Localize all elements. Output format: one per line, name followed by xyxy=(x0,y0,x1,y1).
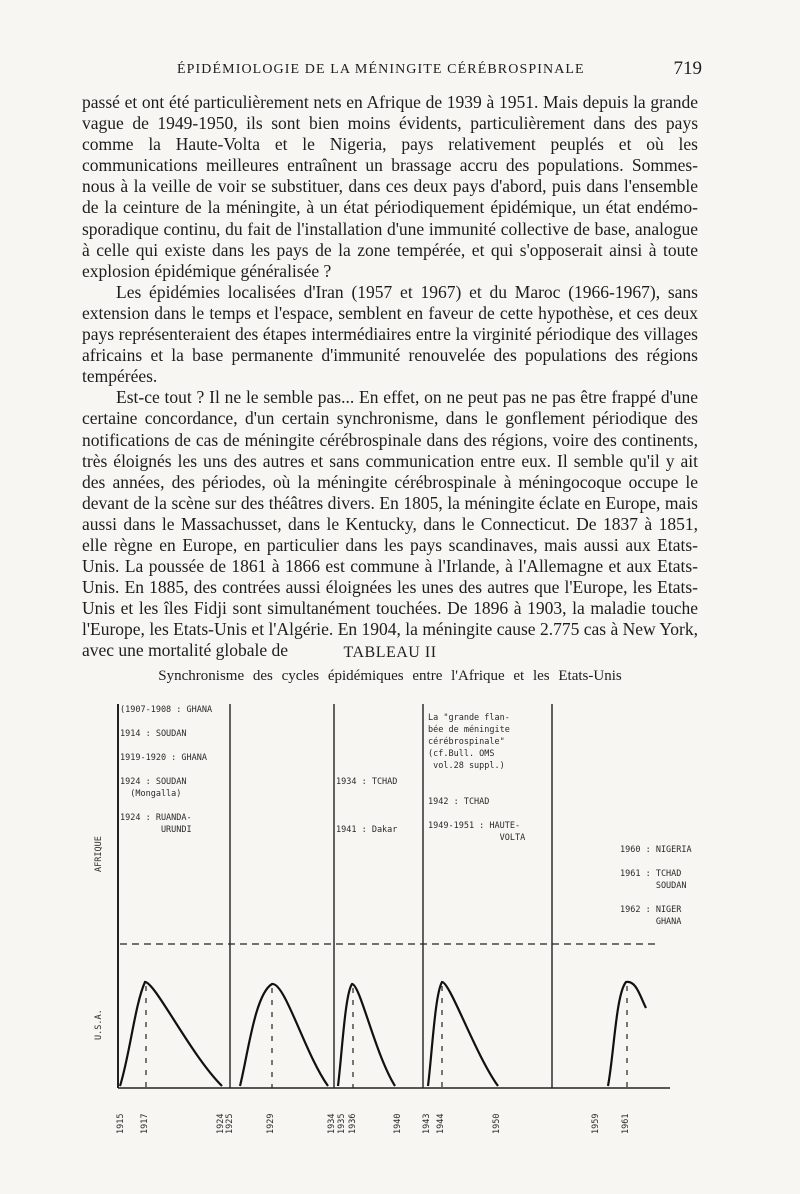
year-label-1924: 1924 xyxy=(216,1113,226,1134)
year-label-1959: 1959 xyxy=(591,1113,601,1134)
year-label-1925: 1925 xyxy=(225,1113,235,1134)
table-title: TABLEAU II xyxy=(343,644,437,661)
africa-note-period-2: 1934 : TCHAD 1941 : Dakar xyxy=(336,777,398,835)
paragraph-2: Les épidémies localisées d'Iran (1957 et 1967) et du Maroc (1966-1967), sans extension dans le temps et l'espace, semblent en faveur de cette hypothèse, et ces deux pays représenteraient des étapes intermédiaires entre la virginité périodique des villages africains et la base permanente d'immunité renouvelée des populations des régions tempérées. xyxy=(82,281,698,387)
synchronism-figure xyxy=(80,694,700,1154)
year-label-1915: 1915 xyxy=(116,1113,126,1134)
africa-note-period-3: La "grande flan- bée de méningite cérébrospinale" (cf.Bull. OMS vol.28 suppl.) 1942 : TCHAD 1949-1951 : HAUTE- VOLTA xyxy=(428,713,526,843)
year-label-1961: 1961 xyxy=(621,1113,631,1134)
year-label-1929: 1929 xyxy=(266,1113,276,1134)
year-label-1943: 1943 xyxy=(422,1113,432,1134)
page-number: 719 xyxy=(673,58,702,79)
usa-curve-1944 xyxy=(428,982,498,1086)
year-label-1934: 1934 xyxy=(327,1113,337,1134)
running-title: ÉPIDÉMIOLOGIE DE LA MÉNINGITE CÉRÉBROSPINALE xyxy=(177,62,585,77)
year-label-1944: 1944 xyxy=(436,1113,446,1134)
year-label-1936: 1936 xyxy=(348,1113,358,1134)
paragraph-3: Est-ce tout ? Il ne le semble pas... En effet, on ne peut pas ne pas être frappé d'une certaine concordance, d'un certain synchronisme, dans le gonflement périodique des notifications de cas de méningite cérébrospinale dans des régions, voire des continents, très éloignés les uns des autres et sans communication entre eux. Il semble qu'il y ait des années, des périodes, où la méningite cérébrospinale à méningocoque occupe le devant de la scène sur des théâtres divers. En 1805, la méningite éclate en Europe, mais aussi dans le Massachusset, dans le Kentucky, dans le Connecticut. De 1837 à 1851, elle règne en Europe, en particulier dans les pays scandinaves, mais aussi aux Etats-Unis. La poussée de 1861 à 1866 est commune à l'Irlande, à l'Allemagne et aux Etats-Unis. En 1885, des contrées aussi éloignées les unes des autres que l'Europe, les Etats-Unis et les îles Fidji sont simultanément touchées. De 1896 à 1903, la maladie touche l'Europe, les Etats-Unis et l'Algérie. En 1904, la méningite cause 2.775 cas à New York, avec une mortalité globale de xyxy=(82,387,698,661)
year-label-1917: 1917 xyxy=(140,1113,150,1134)
axis-label-africa: AFRIQUE xyxy=(94,836,104,872)
table-subtitle: Synchronisme des cycles épidémiques entre l'Afrique et les Etats-Unis xyxy=(158,668,622,684)
usa-curve-1929 xyxy=(240,984,328,1086)
year-label-1935: 1935 xyxy=(337,1113,347,1134)
africa-note-period-1: (1907-1908 : GHANA 1914 : SOUDAN 1919-1920 : GHANA 1924 : SOUDAN (Mongalla) 1924 : RUANDA- URUNDI xyxy=(120,705,213,835)
year-label-1940: 1940 xyxy=(393,1113,403,1134)
page-header xyxy=(82,58,702,82)
usa-curve-1936 xyxy=(338,984,395,1086)
axis-label-usa: U.S.A. xyxy=(94,1009,104,1040)
year-label-1950: 1950 xyxy=(492,1113,502,1134)
body-text xyxy=(82,92,698,662)
usa-curve-1917 xyxy=(120,982,222,1086)
paragraph-1: passé et ont été particulièrement nets en Afrique de 1939 à 1951. Mais depuis la grande vague de 1949-1950, ils sont bien moins évidents, particulièrement dans des pays comme la Haute-Volta et le Nigeria, pays relativement peuplés et où les communications meilleures entraînent un brassage accru des populations. Sommes-nous à la veille de voir se substituer, dans ces deux pays d'abord, puis dans l'ensemble de la ceinture de la méningite, à un état périodiquement épidémique, un état endémo-sporadique continu, du fait de l'installation d'une immunité collective de base, analogue à celle qui existe dans les pays de la zone tempérée, et qui s'opposerait ainsi à toute explosion épidémique généralisée ? xyxy=(82,92,698,281)
table-caption xyxy=(82,644,698,685)
africa-note-period-4: 1960 : NIGERIA 1961 : TCHAD SOUDAN 1962 : NIGER GHANA xyxy=(620,845,692,927)
